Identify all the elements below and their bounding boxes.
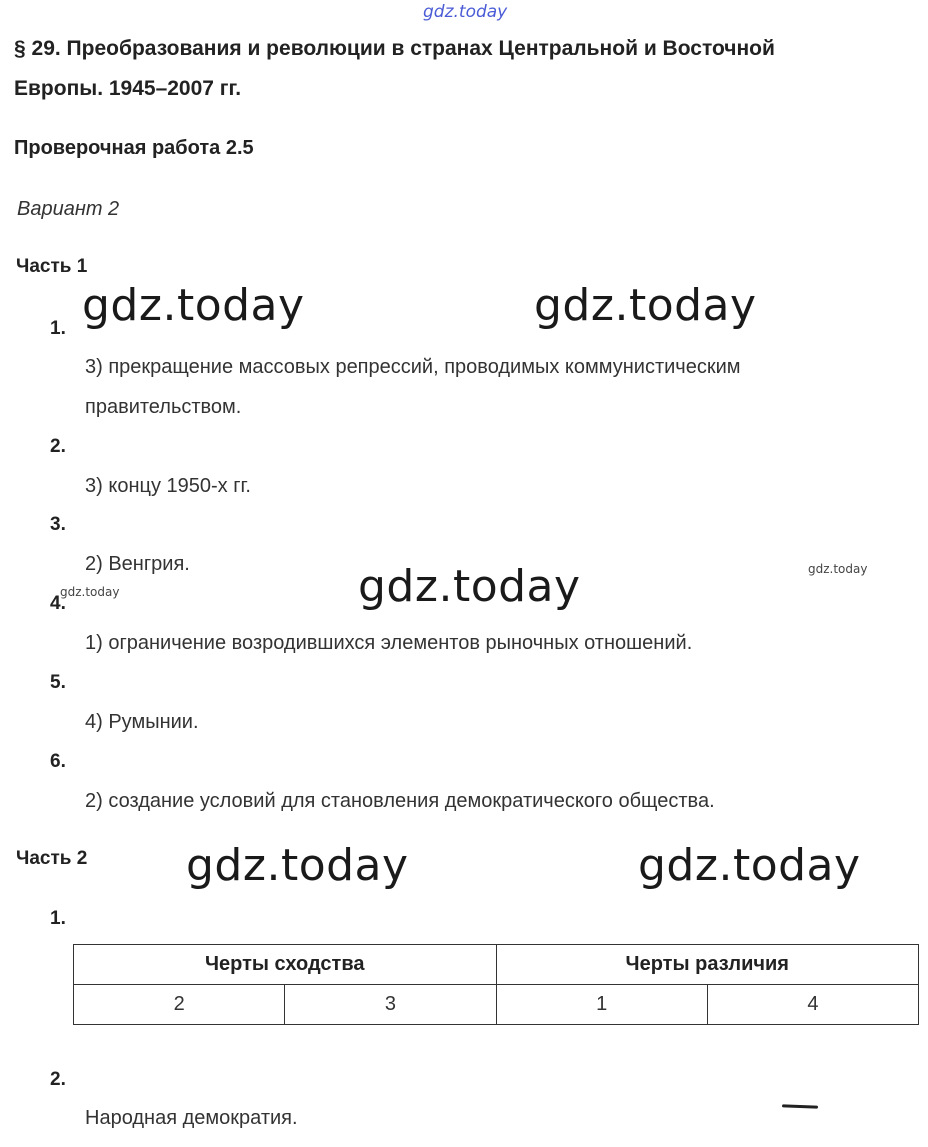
page-title-line1: § 29. Преобразования и революции в странах Центральной и Восточной [14,37,775,60]
table-header-row [74,945,919,985]
answer-text: 3) концу 1950-х гг. [85,475,251,497]
answer-text: 1) ограничение возродившихся элементов рыночных отношений. [85,632,693,654]
question-number: 5. [50,672,66,693]
watermark-big: gdz.today [82,280,305,331]
table-row [74,985,919,1025]
watermark-big: gdz.today [186,840,409,891]
watermark-big: gdz.today [638,840,861,891]
watermark-small: gdz.today [808,562,868,576]
watermark-big: gdz.today [534,280,757,331]
question-number: 2. [50,1069,66,1090]
part1-label: Часть 1 [16,256,88,277]
question-number: 3. [50,514,66,535]
watermark-big: gdz.today [358,561,581,612]
table-header-similarities: Черты сходства [74,945,497,985]
table-cell: 3 [285,985,496,1025]
question-number: 1. [50,318,66,339]
answer-text: 2) Венгрия. [85,553,190,575]
part2-label: Часть 2 [16,848,88,869]
question-number: 2. [50,436,66,457]
table-header-differences: Черты различия [496,945,919,985]
answer-text: 2) создание условий для становления демократического общества. [85,790,715,812]
table-cell: 2 [74,985,285,1025]
test-title: Проверочная работа 2.5 [14,137,254,159]
watermark-small: gdz.today [60,585,120,599]
question-number: 6. [50,751,66,772]
answer-text: 4) Румынии. [85,711,199,733]
decorative-dash [782,1104,818,1108]
table-cell: 1 [496,985,707,1025]
answer-text: Народная демократия. [85,1107,298,1129]
page-title-line2: Европы. 1945–2007 гг. [14,77,242,100]
table-cell: 4 [707,985,918,1025]
variant-label: Вариант 2 [17,198,120,220]
question-number: 4. [50,593,66,614]
answer-table [73,944,919,1025]
answer-text: правительством. [85,396,242,418]
question-number: 1. [50,908,66,929]
answer-text: 3) прекращение массовых репрессий, проводимых коммунистическим [85,356,741,378]
watermark-top: gdz.today [423,2,508,22]
